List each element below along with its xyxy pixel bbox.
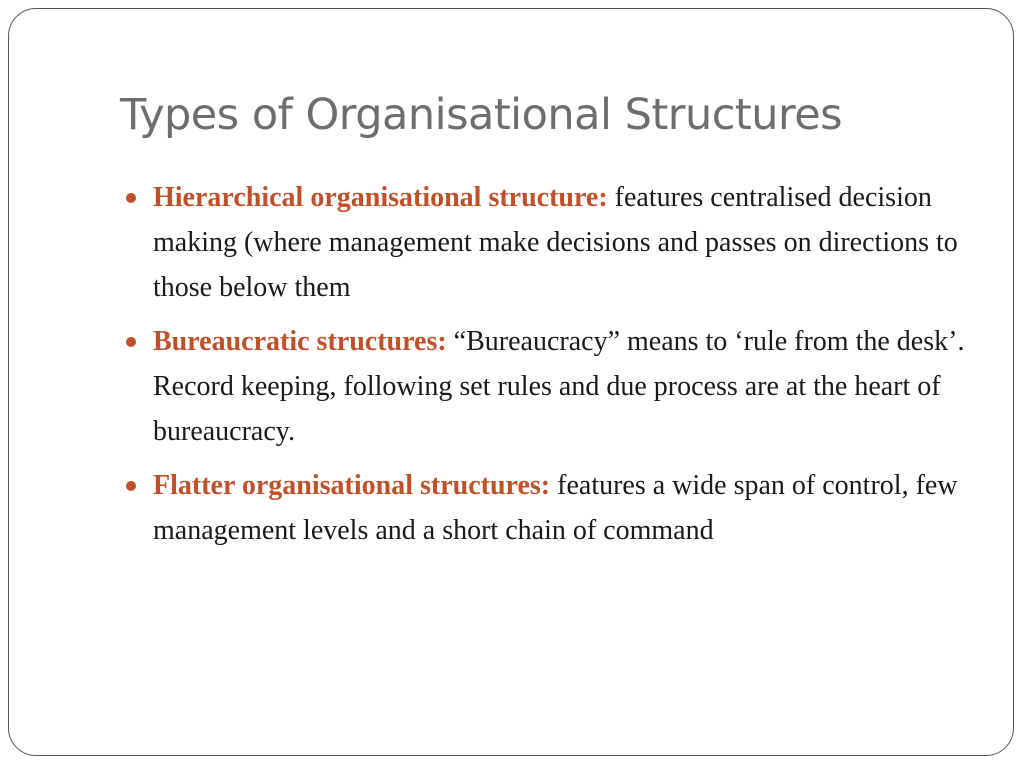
bullet-text: features centralised decision making (where management make decisions and passes on directions to those below them	[153, 182, 958, 303]
bullet-term: Bureaucratic structures:	[153, 326, 447, 357]
slide-frame	[8, 8, 1014, 756]
bullet-dot-icon	[126, 193, 136, 203]
bullet-list	[126, 175, 966, 562]
bullet-item-hierarchical	[126, 175, 966, 310]
bullet-item-bureaucratic	[126, 319, 966, 454]
bullet-dot-icon	[126, 337, 136, 347]
bullet-text: features a wide span of control, few management levels and a short chain of command	[153, 470, 958, 546]
bullet-term: Hierarchical organisational structure:	[153, 182, 608, 213]
bullet-text: “Bureaucracy” means to ‘rule from the desk’. Record keeping, following set rules and due process are at the heart of bureaucracy.	[153, 326, 965, 447]
bullet-term: Flatter organisational structures:	[153, 470, 551, 501]
slide-title: Types of Organisational Structures	[120, 90, 843, 140]
bullet-dot-icon	[126, 481, 136, 491]
bullet-item-flatter	[126, 463, 966, 553]
